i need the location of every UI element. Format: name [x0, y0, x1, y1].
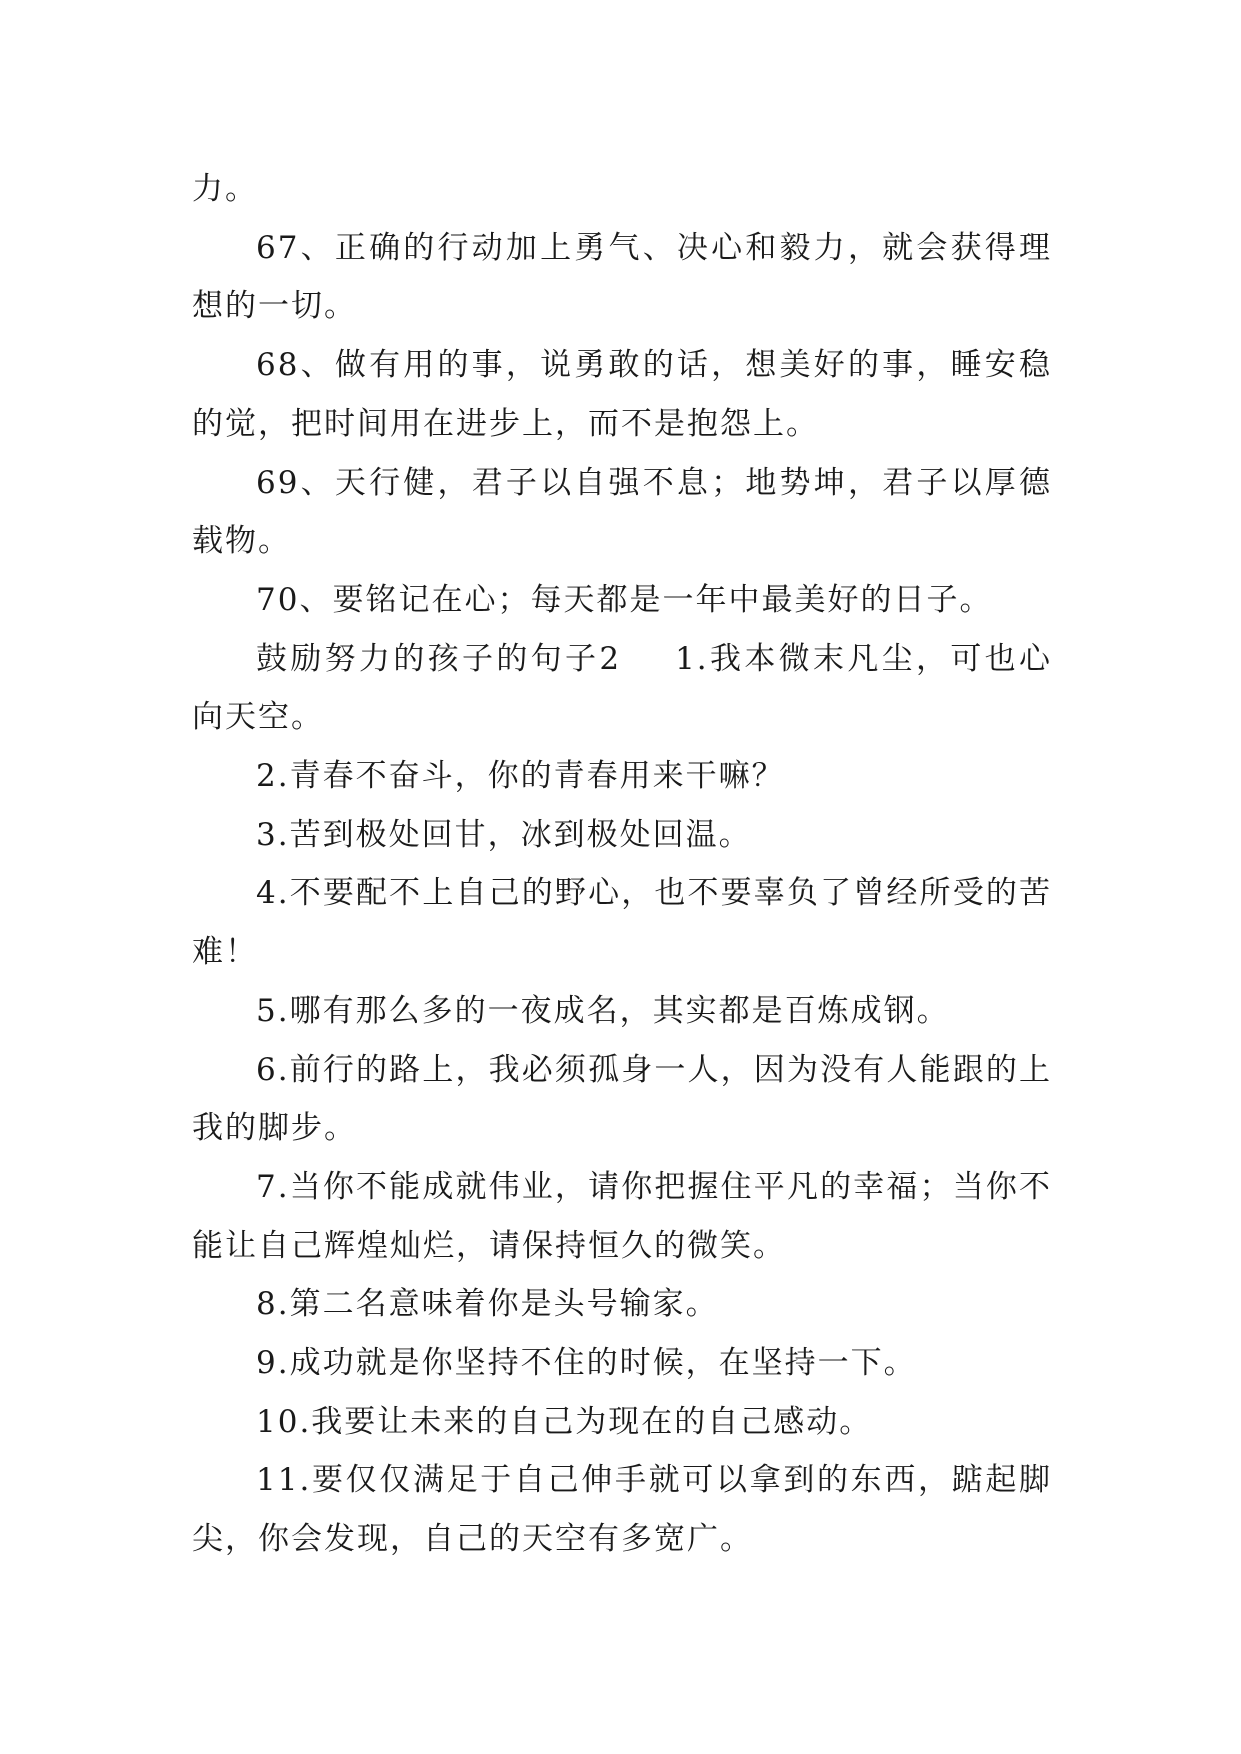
- list-item-10: 10.我要让未来的自己为现在的自己感动。: [256, 1403, 873, 1440]
- list-item-5: 5.哪有那么多的一夜成名，其实都是百炼成钢。: [256, 992, 950, 1029]
- list-item-11: 11.要仅仅满足于自己伸手就可以拿到的东西，踮起脚尖，你会发现，自己的天空有多宽广。: [192, 1462, 1052, 1558]
- list-item-8: 8.第二名意味着你是头号输家。: [256, 1286, 719, 1323]
- paragraph-70: 70、要铭记在心；每天都是一年中最美好的日子。: [256, 581, 993, 618]
- section-heading-paragraph: [192, 630, 1052, 747]
- section-heading: 鼓励努力的孩子的句子2: [256, 640, 622, 677]
- paragraph-69: 69、天行健，君子以自强不息；地势坤，君子以厚德载物。: [192, 464, 1052, 560]
- list-item-2: 2.青春不奋斗，你的青春用来干嘛？: [256, 758, 785, 795]
- list-item-1: 1.我本微末凡尘，可也心向天空。: [192, 640, 1052, 736]
- list-item-4: 4.不要配不上自己的野心，也不要辜负了曾经所受的苦难！: [192, 875, 1052, 971]
- lead-fragment: 力。: [192, 171, 258, 207]
- list-item-3: 3.苦到极处回甘，冰到极处回温。: [256, 816, 752, 853]
- list-item-6: 6.前行的路上，我必须孤身一人，因为没有人能跟的上我的脚步。: [192, 1051, 1052, 1147]
- paragraph-67: 67、正确的行动加上勇气、决心和毅力，就会获得理想的一切。: [192, 229, 1052, 325]
- document-body: [192, 160, 1052, 1569]
- list-item-9: 9.成功就是你坚持不住的时候，在坚持一下。: [256, 1345, 917, 1382]
- list-item-7: 7.当你不能成就伟业，请你把握住平凡的幸福；当你不能让自己辉煌灿烂，请保持恒久的微笑。: [192, 1168, 1052, 1264]
- paragraph-68: 68、做有用的事，说勇敢的话，想美好的事，睡安稳的觉，把时间用在进步上，而不是抱怨上。: [192, 347, 1052, 442]
